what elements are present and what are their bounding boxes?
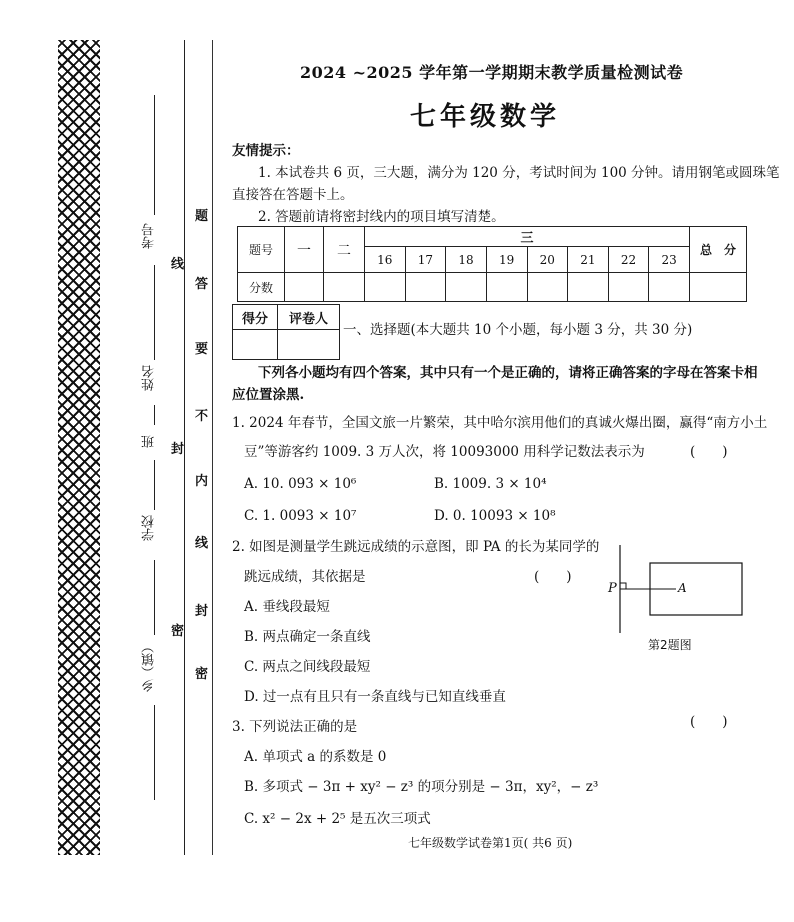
grader-table [232,304,340,360]
binding-fields [132,95,172,805]
score-cell[interactable] [690,273,747,302]
score-cell[interactable] [285,273,324,302]
q1-line2: 豆”等游客约 1009. 3 万人次，将 10093000 用科学记数法表示为 [244,444,645,460]
seal-char: 密 [195,667,209,682]
q2-line2: 跳远成绩，其依据是 [244,569,366,585]
header-col-1: 一 [285,227,324,273]
exam-title: 2024 ~2025 学年第一学期期末教学质量检测试卷 [300,63,684,82]
seal-char: 要 [195,342,209,357]
header-sub-22: 22 [608,247,649,273]
seal-line [184,40,185,855]
header-sub-20: 20 [527,247,568,273]
seal-char: 密 [171,624,185,639]
field-underline [154,560,155,635]
seal-char: 封 [195,604,209,619]
seal-char: 线 [171,257,185,272]
q3-option-a: A. 单项式 a 的系数是 0 [244,749,387,765]
field-label-school: 学校 [142,515,157,541]
point-p-label: P [608,581,617,596]
q2-answer-paren[interactable]: ( ) [534,569,572,585]
header-col-2: 二 [324,227,365,273]
q2-option-a: A. 垂线段最短 [244,599,330,615]
header-sub-23: 23 [649,247,690,273]
q3-option-b: B. 多项式 − 3π + xy² − z³ 的项分别是 − 3π，xy²，− z³ [244,779,599,795]
notice-title: 友情提示： [232,143,300,159]
score-cell[interactable] [446,273,487,302]
grader-score-label: 得分 [233,305,278,330]
field-underline [154,460,155,510]
header-total: 总 分 [690,227,747,273]
q1-option-d: D. 0. 10093 × 10⁸ [434,508,556,524]
q1-option-a: A. 10. 093 × 10⁶ [244,476,357,492]
field-underline [154,405,155,425]
q1-answer-paren[interactable]: ( ) [690,444,728,460]
header-sub-16: 16 [365,247,406,273]
header-sub-21: 21 [568,247,609,273]
field-underline [154,265,155,360]
grader-reviewer-cell[interactable] [278,330,340,360]
header-question-number: 题号 [238,227,285,273]
subject-title: 七年级数学 [410,102,561,132]
q1-option-c: C. 1. 0093 × 10⁷ [244,508,357,524]
field-underline [154,705,155,800]
seal-char: 不 [195,409,209,424]
score-cell[interactable] [486,273,527,302]
point-a-label: A [678,581,687,595]
field-underline [154,95,155,215]
right-angle-mark [620,583,626,589]
score-cell[interactable] [527,273,568,302]
q1-line1: 1. 2024 年春节，全国文旅一片繁荣，其中哈尔滨用他们的真诚火爆出圈，赢得“南方小土 [232,415,768,431]
field-label-class: 班 [142,435,157,448]
seal-line-right [212,40,213,855]
q2-option-c: C. 两点之间线段最短 [244,659,371,675]
header-sub-18: 18 [446,247,487,273]
field-label-name: 姓名 [142,365,157,391]
q2-line1: 2. 如图是测量学生跳远成绩的示意图，即 PA 的长为某同学的 [232,539,600,555]
figure-caption: 第2题图 [648,638,692,652]
score-table [237,226,747,302]
score-cell[interactable] [608,273,649,302]
q3-line1: 3. 下列说法正确的是 [232,719,358,735]
seal-char: 封 [171,442,185,457]
page-footer: 七年级数学试卷第1页( 共6 页) [408,836,573,850]
q3-answer-paren[interactable]: ( ) [690,714,728,730]
q1-option-b: B. 1009. 3 × 10⁴ [434,476,547,492]
header-sub-17: 17 [405,247,446,273]
seal-char: 线 [195,536,209,551]
grader-score-cell[interactable] [233,330,278,360]
header-col-3: 三 [365,227,690,247]
q3-option-c: C. x² − 2x + 2⁵ 是五次三项式 [244,811,431,827]
section1-instr-line1: 下列各小题均有四个答案，其中只有一个是正确的，请将正确答案的字母在答案卡相 [258,365,758,381]
notice-item1-line1: 1. 本试卷共 6 页，三大题，满分为 120 分，考试时间为 100 分钟。请用钢笔或圆珠笔 [258,165,780,181]
q2-figure [600,545,750,645]
score-cell[interactable] [405,273,446,302]
seal-char: 答 [195,277,209,292]
grader-reviewer-label: 评卷人 [278,305,340,330]
row-label-score: 分数 [238,273,285,302]
score-cell[interactable] [649,273,690,302]
score-cell[interactable] [324,273,365,302]
score-cell[interactable] [568,273,609,302]
decorative-border-pattern [58,40,100,855]
seal-warning-chars [193,0,213,922]
seal-char: 内 [195,474,209,489]
header-sub-19: 19 [486,247,527,273]
score-cell[interactable] [365,273,406,302]
notice-item2: 2. 答题前请将密封线内的项目填写清楚。 [258,209,505,225]
section1-title: 一、选择题(本大题共 10 个小题，每小题 3 分，共 30 分) [343,322,693,338]
field-label-township: 乡（镇） [142,640,157,692]
q2-option-d: D. 过一点有且只有一条直线与已知直线垂直 [244,689,506,705]
section1-instr-line2: 应位置涂黑. [232,387,305,403]
q2-option-b: B. 两点确定一条直线 [244,629,371,645]
notice-item1-line2: 直接答在答题卡上。 [232,187,354,203]
seal-char: 题 [195,209,209,224]
field-label-exam-number: 考号 [142,223,157,249]
